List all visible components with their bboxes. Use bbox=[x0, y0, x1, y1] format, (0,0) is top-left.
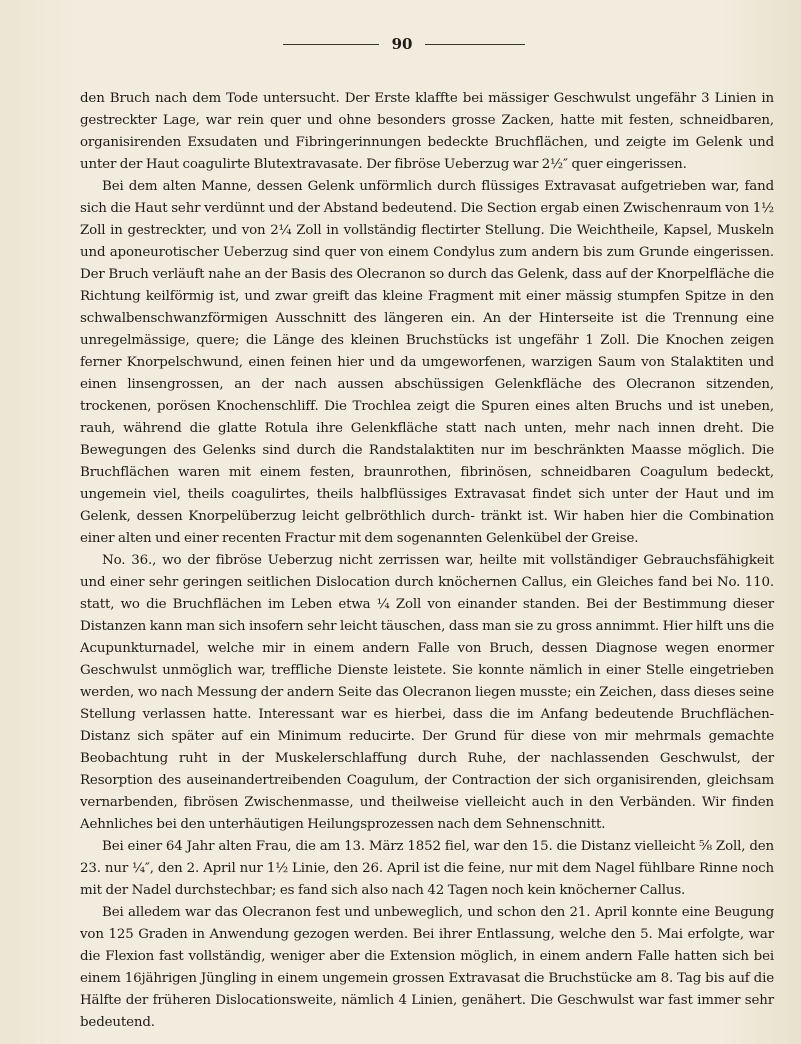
paragraph-no-36: No. 36., wo der fibröse Ueberzug nicht zerrissen war, heilte mit vollständiger Gebrauchsfähigkeit und einer sehr geringen seitlichen Dislocation durch knöchernen Callus, ein Gleiches fand bei No. 110. statt, wo die Bruchflächen im Leben etwa ¼ Zoll von einander standen. Bei der Bestimmung dieser Distanzen kann man sich insofern sehr leicht täuschen, dass man sie zu gross annimmt. Hier hilft uns die Acupunkturnadel, welche mir in einem andern Falle von Bruch, dessen Diagnose wegen enormer Geschwulst unmöglich war, treffliche Dienste leistete. Sie konnte nämlich in einer Stelle eingetrieben werden, wo nach Messung der andern Seite das Olecranon liegen musste; ein Zeichen, dass dieses seine Stellung verlassen hatte. Interessant war es hierbei, dass die im Anfang bedeutende Bruchflächen-Distanz sich später auf ein Minimum reducirte. Der Grund für diese von mir mehrmals gemachte Beobachtung ruht in der Muskelerschlaffung durch Ruhe, der nachlassenden Geschwulst, der Resorption des auseinandertreibenden Coagulum, der Contraction der sich organisirenden, gleichsam vernarbenden, fibrösen Zwischenmasse, und theilweise vielleicht auch in den Verbänden. Wir finden Aehnliches bei den unterhäutigen Heilungsprozessen nach dem Sehnenschnitt. bbox=[80, 553, 774, 832]
paragraph-olecranon-healing: Bei alledem war das Olecranon fest und unbeweglich, und schon den 21. April konnte eine Beugung von 125 Graden in Anwendung gezogen werden. Bei ihrer Entlassung, welche den 5. Mai erfolgte, war die Flexion fast vollständig, weniger aber die Extension möglich, in einem andern Falle hatten sich bei einem 16jährigen Jüngling in einem ungemein grossen Extravasat die Bruchstücke am 8. Tag bis auf die Hälfte der früheren Dislocationsweite, nämlich 4 Linien, genähert. Die Geschwulst war fast immer sehr bedeutend. bbox=[80, 905, 774, 1030]
paragraph-old-man-case: Bei dem alten Manne, dessen Gelenk unförmlich durch flüssiges Extravasat aufgetrieben war, fand sich die Haut sehr verdünnt und der Abstand bedeutend. Die Section ergab einen Zwischenraum von 1½ Zoll in gestreckter, und von 2¼ Zoll in vollständig flectirter Stellung. Die Weichtheile, Kapsel, Muskeln und aponeurotischer Ueberzug sind quer von einem Condylus zum andern bis zum Grunde eingerissen. Der Bruch verläuft nahe an der Basis des Olecranon so durch das Gelenk, dass auf der Knorpelfläche die Richtung keilförmig ist, und zwar greift das kleine Fragment mit einer mässig stumpfen Spitze in den schwalbenschwanzförmigen Ausschnitt des längeren ein. An der Hinterseite ist die Trennung eine unregelmässige, quere; die Länge des kleinen Bruchstücks ist ungefähr 1 Zoll. Die Knochen zeigen ferner Knorpelschwund, einen feinen hier und da umgeworfenen, warzigen Saum von Stalaktiten und einen linsengrossen, an der nach aussen abschüssigen Gelenkfläche des Olecranon sitzenden, trockenen, porösen Knochenschliff. Die Trochlea zeigt die Spuren eines alten Bruchs und ist uneben, rauh, während die glatte Rotula ihre Gelenkfläche statt nach unten, mehr nach innen dreht. Die Bewegungen des Gelenks sind durch die Randstalaktiten nur im beschränkten Maasse möglich. Die Bruchflächen waren mit einem festen, braunrothen, fibrinösen, schneidbaren Coagulum bedeckt, ungemein viel, theils coagulirtes, theils halbflüssiges Extravasat findet sich unter der Haut und im Gelenk, dessen Knorpelüberzug leicht gelbröthlich durch- tränkt ist. Wir haben hier die Combination einer alten und einer recenten Fractur mit dem sogenannten Gelenkübel der Greise. bbox=[80, 179, 774, 546]
header-rule-right bbox=[425, 44, 525, 45]
page-header bbox=[0, 34, 801, 54]
body-text bbox=[80, 88, 774, 1034]
header-rule-left bbox=[283, 44, 379, 45]
page-number: 90 bbox=[391, 35, 413, 53]
paragraph-64-year-old-woman: Bei einer 64 Jahr alten Frau, die am 13. März 1852 fiel, war den 15. die Distanz vielleicht ⅝ Zoll, den 23. nur ¼″, den 2. April nur 1½ Linie, den 26. April ist die feine, nur mit dem Nagel fühlbare Rinne noch mit der Nadel durchstechbar; es fand sich also nach 42 Tagen noch kein knöcherner Callus. bbox=[80, 839, 774, 898]
paragraph-continuation: den Bruch nach dem Tode untersucht. Der Erste klaffte bei mässiger Geschwulst ungefähr 3 Linien in gestreckter Lage, war rein quer und ohne besonders grosse Zacken, hatte mit festen, schneidbaren, organisirenden Exsudaten und Fibringerinnungen bedeckte Bruchflächen, und zeigte im Gelenk und unter der Haut coagulirte Blutextravasate. Der fibröse Ueberzug war 2½″ quer eingerissen. bbox=[80, 91, 774, 172]
